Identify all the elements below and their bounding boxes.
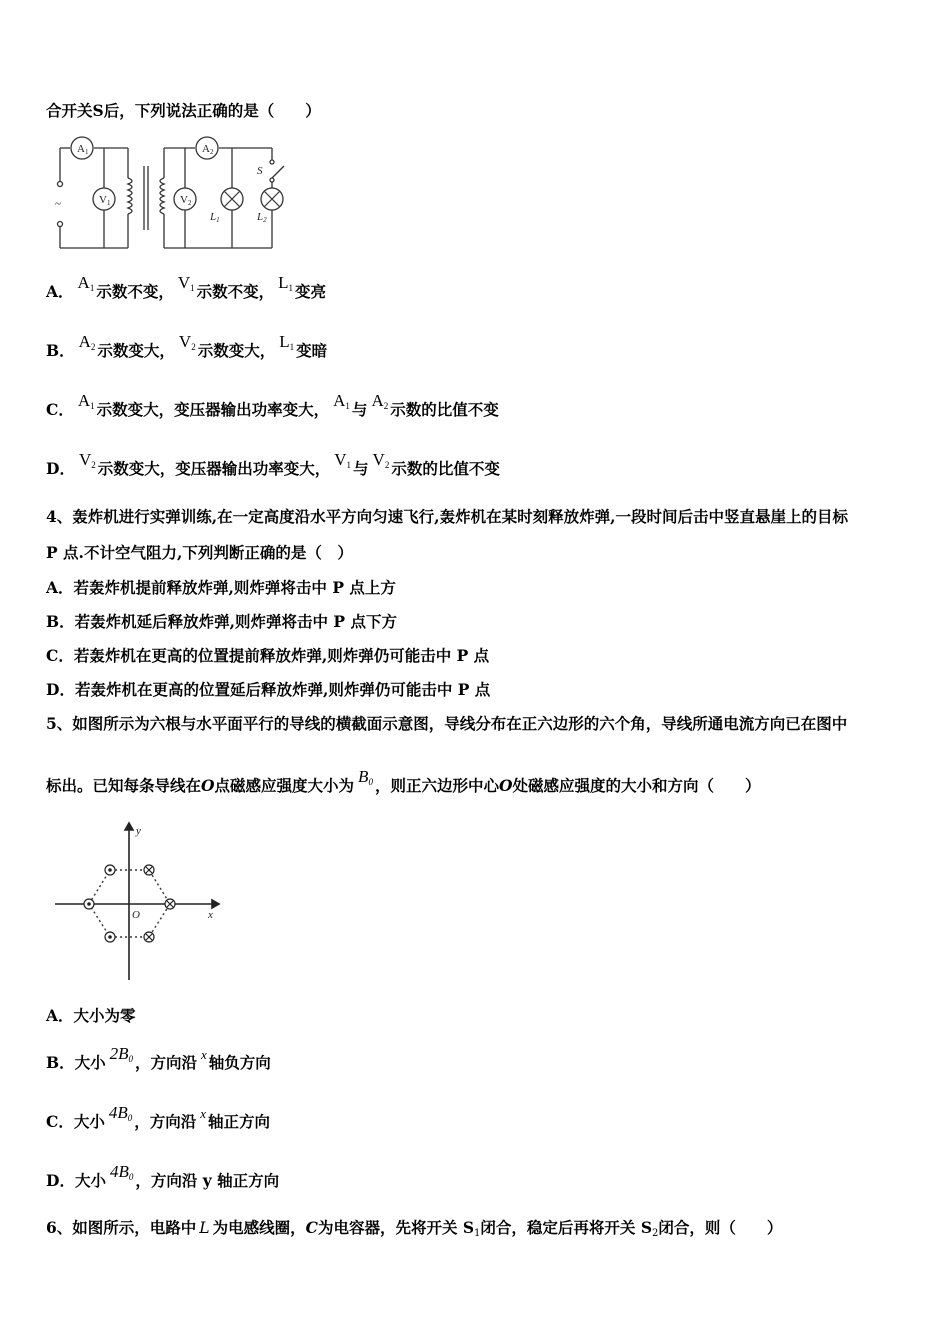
- q3-stem: 合开关S后，下列说法正确的是（ ）: [46, 101, 321, 120]
- q4-stem-line2: P 点.不计空气阻力,下列判断正确的是（ ）: [46, 543, 353, 562]
- l2-lamp-label: L2: [257, 211, 267, 224]
- origin-label: O: [132, 909, 140, 921]
- q4-option-b: B．若轰炸机延后释放炸弹,则炸弹将击中 P 点下方: [46, 612, 397, 631]
- q3-option-d: D． $V_2$ 示数变大，变压器输出功率变大， $V_1$ 与 $V_2$ 示数的比值不变: [46, 450, 500, 478]
- a2-meter-label: A2: [202, 143, 214, 156]
- switch-label: S: [257, 165, 263, 177]
- transformer-circuit-figure: [52, 136, 297, 256]
- x-axis-label: x: [208, 909, 213, 921]
- v1-meter-label: V1: [99, 194, 111, 207]
- q5-option-a: A．大小为零: [46, 1006, 136, 1025]
- hexagon-wires-figure: [52, 820, 222, 982]
- q4-stem-line1: 4、轰炸机进行实弹训练,在一定高度沿水平方向匀速飞行,轰炸机在某时刻释放炸弹,一段时间后击中竖直悬崖上的目标: [46, 507, 848, 526]
- q3-option-b: B． $A_2$ 示数变大， $V_2$ 示数变大， $L_1$ 变暗: [46, 332, 328, 360]
- q3-option-c: C． $A_1$ 示数变大，变压器输出功率变大， $A_1$ 与 $A_2$ 示数的比值不变: [46, 391, 499, 419]
- l1-lamp-label: L1: [210, 211, 220, 224]
- q5-stem-line1: 5、如图所示为六根与水平面平行的导线的横截面示意图，导线分布在正六边形的六个角，导线所通电流方向已在图中: [46, 714, 848, 733]
- a1-meter-label: A1: [77, 143, 89, 156]
- ac-source-symbol: ~: [55, 198, 61, 210]
- q3-option-a: A． $A_1$ 示数不变， $V_1$ 示数不变， $L_1$ 变亮: [46, 273, 327, 301]
- v2-meter-label: V2: [180, 194, 192, 207]
- y-axis-label: y: [136, 825, 141, 837]
- q5-option-d: D．大小 $4B_0$ ，方向沿 y 轴正方向: [46, 1162, 280, 1190]
- q4-option-a: A．若轰炸机提前释放炸弹,则炸弹将击中 P 点上方: [46, 578, 396, 597]
- q4-option-c: C．若轰炸机在更高的位置提前释放炸弹,则炸弹仍可能击中 P 点: [46, 646, 490, 665]
- q6-stem: 6、如图所示，电路中 L 为电感线圈，C为电容器，先将开关 $S_1$闭合，稳定后再将开关 $S_2$闭合，则（ ）: [46, 1218, 783, 1239]
- q4-option-d: D．若轰炸机在更高的位置延后释放炸弹,则炸弹仍可能击中 P 点: [46, 680, 491, 699]
- q5-stem-line2: 标出。已知每条导线在O点磁感应强度大小为 $B_0$ ，则正六边形中心O处磁感应强度的大小和方向（ ）: [46, 767, 761, 795]
- q5-option-b: B．大小 $2B_0$ ，方向沿 $^x$ 轴负方向: [46, 1044, 271, 1072]
- q5-option-c: C．大小 $4B_0$ ，方向沿 $^x$ 轴正方向: [46, 1103, 271, 1131]
